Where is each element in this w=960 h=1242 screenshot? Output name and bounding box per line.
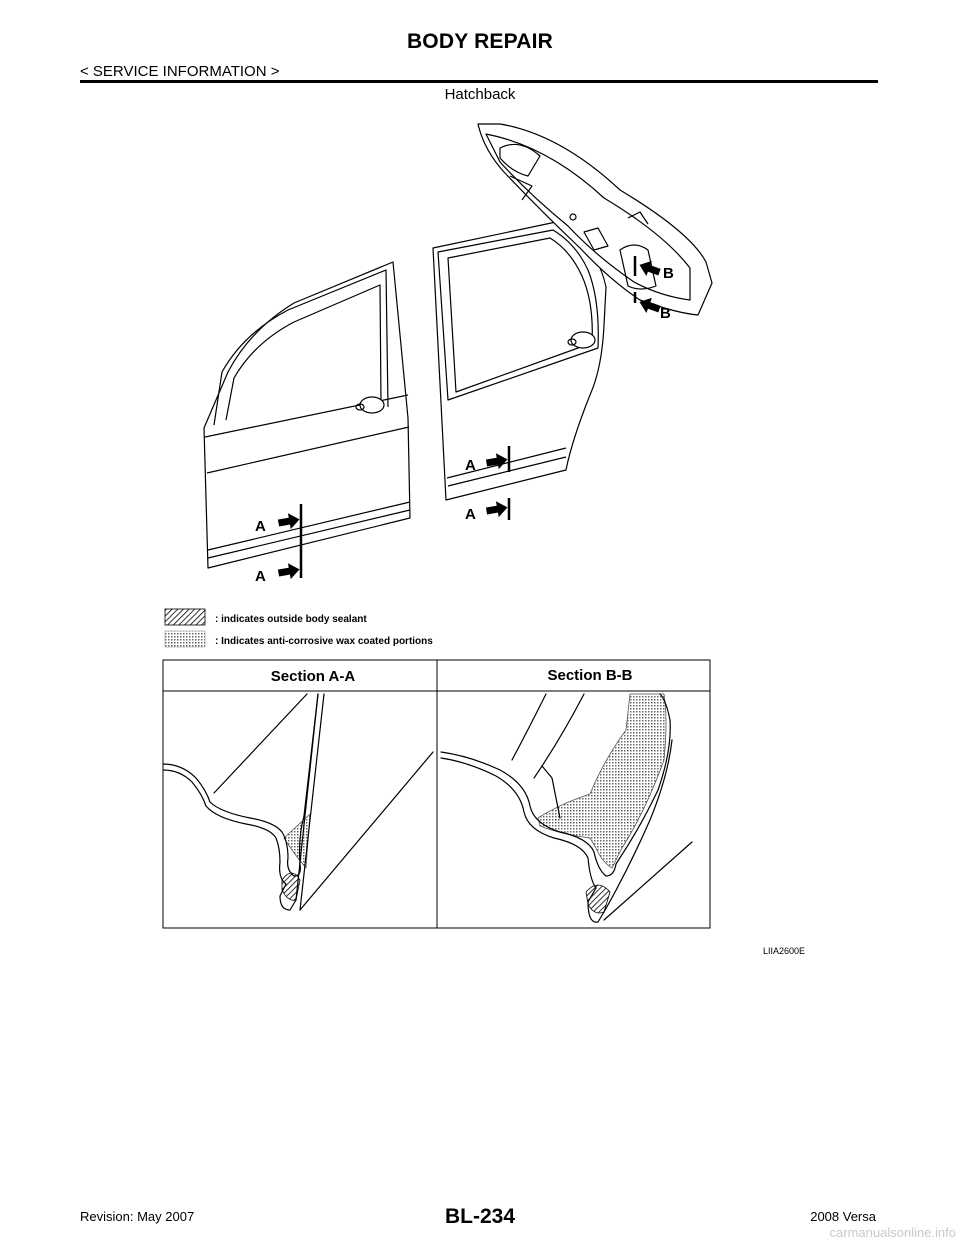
wax-swatch xyxy=(165,631,205,647)
section-a-drawing xyxy=(163,694,433,910)
section-marker-a: A xyxy=(465,506,476,523)
figure-reference-code: LIIA2600E xyxy=(762,946,805,956)
section-breadcrumb: < SERVICE INFORMATION > xyxy=(80,63,280,80)
section-marker-a: A xyxy=(465,457,476,474)
page-title: BODY REPAIR xyxy=(406,30,554,53)
legend-sealant-label: : indicates outside body sealant xyxy=(215,614,367,625)
front-door-drawing xyxy=(204,262,410,568)
section-marker-a: A xyxy=(255,518,266,535)
section-marker-b: B xyxy=(663,265,674,282)
vehicle-model: 2008 Versa xyxy=(810,1209,876,1224)
legend xyxy=(165,609,433,647)
rear-door-drawing xyxy=(433,222,606,500)
page-code: BL-234 xyxy=(444,1205,516,1228)
figure-title: Hatchback xyxy=(444,86,516,103)
legend-wax-label: : Indicates anti-corrosive wax coated portions xyxy=(215,636,433,647)
section-a-title: Section A-A xyxy=(270,668,356,685)
revision-date: Revision: May 2007 xyxy=(80,1209,195,1224)
section-b-drawing xyxy=(441,694,692,922)
watermark: carmanualsonline.info xyxy=(829,1225,956,1240)
section-marker-a: A xyxy=(255,568,266,585)
sealant-swatch xyxy=(165,609,205,625)
section-b-title: Section B-B xyxy=(547,667,633,684)
section-marker-b: B xyxy=(660,305,671,322)
